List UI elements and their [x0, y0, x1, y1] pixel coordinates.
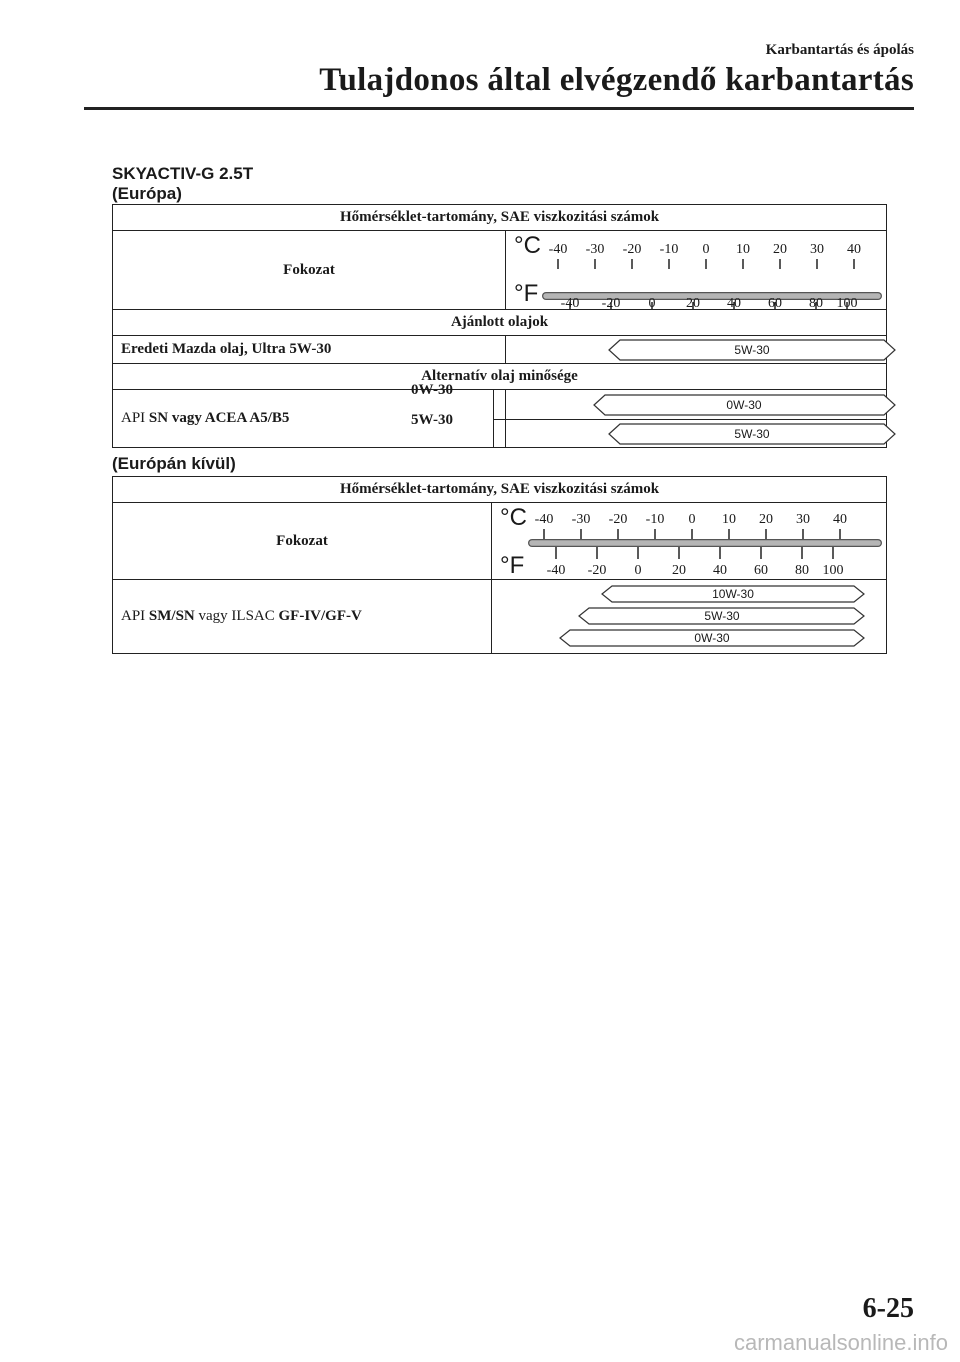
- celsius-tick-label: -10: [659, 242, 679, 257]
- fahrenheit-tick-label: -40: [560, 296, 580, 309]
- api-spec: SN vagy ACEA A5/B5: [148, 410, 290, 426]
- engine-title: SKYACTIV-G 2.5T: [112, 164, 254, 183]
- fahrenheit-tick-label: -40: [546, 563, 566, 578]
- viscosity-band-5w30: [506, 337, 896, 363]
- api-prefix: API: [121, 410, 149, 426]
- fahrenheit-tick-label: 0: [648, 296, 656, 309]
- alt-grade-label: 5W-30: [411, 411, 453, 428]
- fahrenheit-tick-label: 40: [727, 296, 741, 309]
- api-spec: SM/SN: [148, 608, 195, 624]
- celsius-ticks: [544, 529, 840, 539]
- fahrenheit-unit: °F: [514, 280, 539, 307]
- region-label-outside-europe: (Európán kívül): [112, 454, 236, 473]
- table-row: [113, 503, 887, 580]
- temperature-scale-cell: [506, 231, 887, 310]
- fahrenheit-tick-label: -20: [587, 563, 607, 578]
- fahrenheit-tick-label: 100: [836, 296, 858, 309]
- fahrenheit-tick-labels: [547, 563, 844, 578]
- celsius-tick-label: -40: [548, 242, 568, 257]
- fahrenheit-tick-label: 80: [809, 296, 823, 309]
- table-row: [113, 310, 887, 336]
- celsius-tick-labels: [535, 512, 847, 527]
- oil-table-europe: [112, 204, 887, 448]
- page-number: 6-25: [862, 1293, 914, 1324]
- fahrenheit-tick-label: 80: [795, 563, 809, 578]
- oil-table-outside-europe: [112, 476, 887, 654]
- watermark: carmanualsonline.info: [733, 1330, 948, 1355]
- celsius-tick-label: 30: [796, 512, 810, 527]
- grade-spacer: [494, 420, 506, 448]
- alternative-oil-header: Alternatív olaj minősége: [113, 364, 887, 390]
- temperature-scale: [506, 231, 896, 309]
- celsius-tick-label: 10: [722, 512, 736, 527]
- celsius-tick-label: -20: [622, 242, 642, 257]
- celsius-tick-label: 40: [833, 512, 847, 527]
- band-label: 5W-30: [704, 608, 740, 623]
- table-row: [113, 336, 887, 364]
- celsius-tick-labels: [549, 242, 861, 257]
- band-label: 0W-30: [694, 630, 730, 645]
- celsius-tick-label: 20: [773, 242, 787, 257]
- fahrenheit-tick-label: 40: [713, 563, 727, 578]
- table-row: [113, 231, 887, 310]
- viscosity-bands-cell: [492, 580, 887, 654]
- fahrenheit-tick-label: -20: [601, 296, 621, 309]
- recommended-oils-header: Ajánlott olajok: [113, 310, 887, 336]
- table-row: [113, 477, 887, 503]
- grade-spacer: [494, 390, 506, 420]
- fahrenheit-tick-label: 60: [768, 296, 782, 309]
- celsius-unit: °C: [514, 232, 541, 259]
- band-label: 10W-30: [712, 586, 754, 601]
- celsius-tick-label: 10: [736, 242, 750, 257]
- fahrenheit-tick-label: 20: [686, 296, 700, 309]
- alt-grade-label: 0W-30: [411, 381, 453, 398]
- region-label-europe: (Európa): [112, 184, 182, 203]
- band-label: 5W-30: [734, 426, 770, 441]
- grade-label: Fokozat: [113, 231, 506, 310]
- celsius-tick-label: 40: [847, 242, 861, 257]
- api-connector: vagy ILSAC: [194, 608, 279, 624]
- table-row: [113, 205, 887, 231]
- header-divider: [84, 107, 914, 110]
- viscosity-band-5w30-alt: [506, 421, 896, 447]
- celsius-tick-label: 30: [810, 242, 824, 257]
- viscosity-band-0w30: [506, 391, 896, 419]
- celsius-tick-label: -40: [534, 512, 554, 527]
- temperature-scale: [492, 503, 884, 579]
- temperature-scale-cell: [492, 503, 887, 580]
- fahrenheit-unit: °F: [500, 552, 525, 579]
- ilsac-spec: GF-IV/GF-V: [278, 608, 362, 624]
- viscosity-bands: [492, 581, 884, 653]
- fahrenheit-tick-label: 0: [634, 563, 642, 578]
- celsius-tick-label: -20: [608, 512, 628, 527]
- celsius-unit: °C: [500, 504, 527, 531]
- grade-label: Fokozat: [113, 503, 492, 580]
- fahrenheit-tick-label: 100: [822, 563, 844, 578]
- celsius-tick-label: 20: [759, 512, 773, 527]
- table-row: [113, 390, 887, 420]
- table-row: [113, 364, 887, 390]
- celsius-tick-label: -30: [571, 512, 591, 527]
- temperature-range-header: Hőmérséklet-tartomány, SAE viszkozitási számok: [113, 205, 887, 231]
- celsius-tick-label: 0: [702, 242, 710, 257]
- band-label: 0W-30: [726, 397, 762, 412]
- api-prefix: API: [121, 608, 149, 624]
- fahrenheit-ticks: [556, 547, 833, 559]
- celsius-tick-label: 0: [688, 512, 696, 527]
- celsius-tick-label: -10: [645, 512, 665, 527]
- recommended-band-cell: [506, 336, 887, 364]
- band-label: 5W-30: [734, 342, 770, 357]
- celsius-tick-label: -30: [585, 242, 605, 257]
- celsius-ticks: [558, 259, 854, 269]
- fahrenheit-tick-label: 20: [672, 563, 686, 578]
- temperature-range-header: Hőmérséklet-tartomány, SAE viszkozitási számok: [113, 477, 887, 503]
- alt-band-cell-5w30: [411, 411, 887, 448]
- section-title: Karbantartás és ápolás: [765, 42, 914, 58]
- fahrenheit-tick-label: 60: [754, 563, 768, 578]
- api-spec-outside-europe: [113, 580, 492, 654]
- page-title: Tulajdonos által elvégzendő karbantartás: [319, 62, 914, 98]
- table-row: [113, 580, 887, 654]
- recommended-oil-name: Eredeti Mazda olaj, Ultra 5W-30: [113, 336, 506, 364]
